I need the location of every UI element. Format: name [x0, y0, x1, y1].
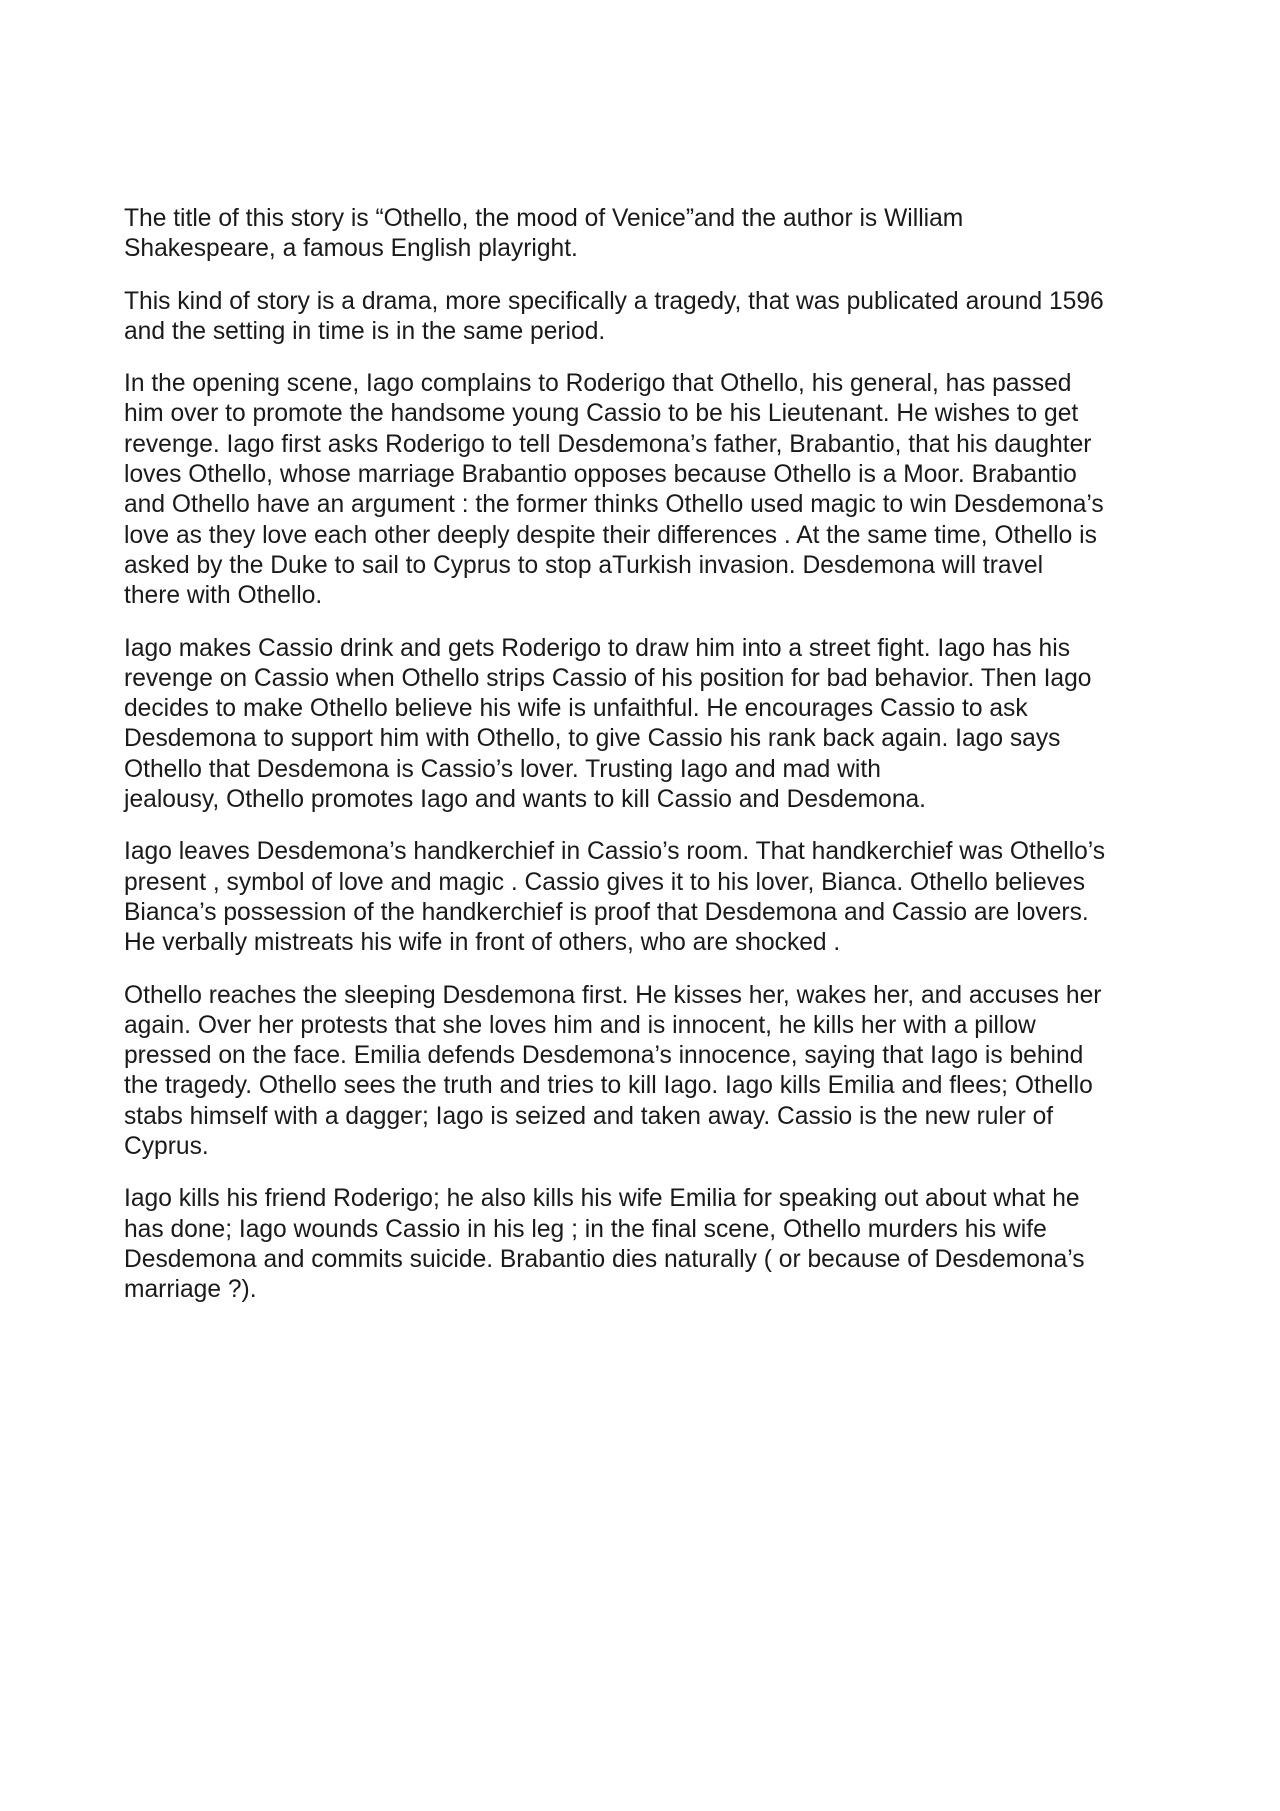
text-line: Cyprus. [124, 1133, 209, 1161]
text-line: asked by the Duke to sail to Cyprus to stop aTurkish invasion. Desdemona will travel [124, 551, 1044, 579]
text-line: decides to make Othello believe his wife is unfaithful. He encourages Cassio to ask [124, 695, 1028, 723]
text-line: the tragedy. Othello sees the truth and tries to kill Iago. Iago kills Emilia and flees; Othello [124, 1072, 1093, 1100]
text-line: marriage ?). [124, 1276, 257, 1304]
text-line: has done; Iago wounds Cassio in his leg ; in the final scene, Othello murders his wife [124, 1215, 1047, 1243]
paragraph-1 [124, 204, 1176, 265]
text-line: Othello reaches the sleeping Desdemona first. He kisses her, wakes her, and accuses her [124, 981, 1102, 1009]
text-line: revenge. Iago first asks Roderigo to tell Desdemona’s father, Brabantio, that his daughter [124, 430, 1092, 458]
text-line: present , symbol of love and magic . Cassio gives it to his lover, Bianca. Othello believes [124, 868, 1085, 896]
text-line: Shakespeare, a famous English playright. [124, 235, 578, 263]
text-line: Desdemona and commits suicide. Brabantio dies naturally ( or because of Desdemona’s [124, 1245, 1085, 1273]
paragraph-3 [124, 369, 1176, 611]
text-line: there with Othello. [124, 582, 323, 610]
text-line: stabs himself with a dagger; Iago is seized and taken away. Cassio is the new ruler of [124, 1102, 1054, 1130]
text-line: Iago kills his friend Roderigo; he also kills his wife Emilia for speaking out about what he [124, 1185, 1080, 1213]
text-line: and Othello have an argument : the former thinks Othello used magic to win Desdemona’s [124, 491, 1104, 519]
paragraph-4 [124, 634, 1176, 816]
text-line: and the setting in time is in the same period. [124, 317, 606, 345]
paragraph-2 [124, 287, 1176, 348]
text-line: Othello that Desdemona is Cassio’s lover. Trusting Iago and mad with [124, 755, 881, 783]
text-line: Desdemona to support him with Othello, to give Cassio his rank back again. Iago says [124, 725, 1061, 753]
text-line: him over to promote the handsome young Cassio to be his Lieutenant. He wishes to get [124, 400, 1079, 428]
text-line: He verbally mistreats his wife in front of others, who are shocked . [124, 929, 841, 957]
text-line: In the opening scene, Iago complains to Roderigo that Othello, his general, has passed [124, 370, 1072, 398]
text-line: Iago leaves Desdemona’s handkerchief in Cassio’s room. That handkerchief was Othello’s [124, 838, 1106, 866]
text-line: This kind of story is a drama, more specifically a tragedy, that was publicated around 1596 [124, 287, 1104, 315]
text-line: loves Othello, whose marriage Brabantio opposes because Othello is a Moor. Brabantio [124, 461, 1077, 489]
text-line: Iago makes Cassio drink and gets Roderigo to draw him into a street fight. Iago has his [124, 634, 1070, 662]
text-line: again. Over her protests that she loves him and is innocent, he kills her with a pillow [124, 1011, 1036, 1039]
text-line: love as they love each other deeply despite their differences . At the same time, Othello is [124, 521, 1097, 549]
text-line: revenge on Cassio when Othello strips Cassio of his position for bad behavior. Then Iago [124, 664, 1092, 692]
paragraph-7 [124, 1184, 1176, 1305]
text-line: The title of this story is “Othello, the mood of Venice”and the author is William [124, 205, 964, 232]
paragraph-5 [124, 837, 1176, 958]
text-line: pressed on the face. Emilia defends Desdemona’s innocence, saying that Iago is behind [124, 1042, 1084, 1070]
text-line: Bianca’s possession of the handkerchief is proof that Desdemona and Cassio are lovers. [124, 898, 1089, 926]
paragraph-6 [124, 981, 1176, 1163]
text-line: jealousy, Othello promotes Iago and wants to kill Cassio and Desdemona. [124, 786, 927, 814]
document-body [124, 204, 1176, 1328]
